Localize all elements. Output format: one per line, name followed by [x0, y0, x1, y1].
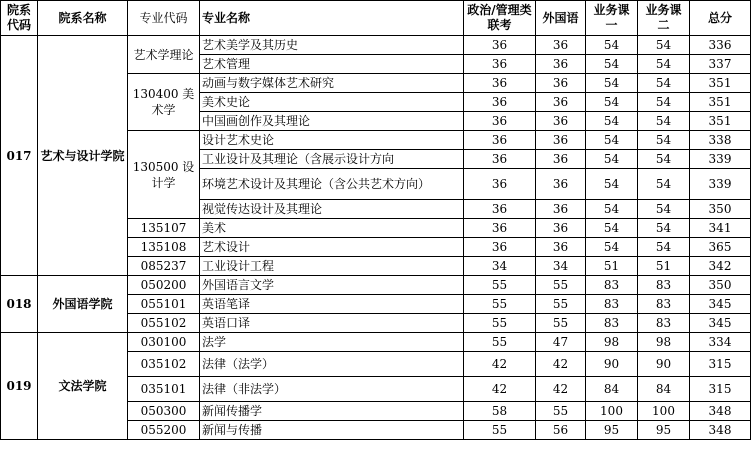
politics-cell: 36	[464, 219, 536, 238]
dept-name-cell: 文法学院	[38, 333, 128, 440]
major-code-cell: 130400 美术学	[128, 74, 200, 131]
politics-cell: 36	[464, 200, 536, 219]
course1-cell: 90	[586, 352, 638, 377]
major-code-cell: 130500 设计学	[128, 131, 200, 219]
header-dept-name: 院系名称	[38, 1, 128, 36]
foreign-cell: 36	[536, 112, 586, 131]
course2-cell: 95	[638, 421, 690, 440]
major-name-cell: 工业设计及其理论（含展示设计方向	[200, 150, 464, 169]
course1-cell: 83	[586, 295, 638, 314]
foreign-cell: 36	[536, 74, 586, 93]
total-cell: 341	[690, 219, 751, 238]
politics-cell: 42	[464, 352, 536, 377]
total-cell: 334	[690, 333, 751, 352]
course2-cell: 54	[638, 200, 690, 219]
course1-cell: 83	[586, 276, 638, 295]
major-name-cell: 英语口译	[200, 314, 464, 333]
politics-cell: 36	[464, 55, 536, 74]
course2-cell: 90	[638, 352, 690, 377]
table-row	[1, 333, 751, 352]
foreign-cell: 36	[536, 150, 586, 169]
total-cell: 350	[690, 200, 751, 219]
course2-cell: 83	[638, 276, 690, 295]
major-name-cell: 艺术美学及其历史	[200, 36, 464, 55]
dept-name-cell: 外国语学院	[38, 276, 128, 333]
major-name-cell: 视觉传达设计及其理论	[200, 200, 464, 219]
course2-cell: 54	[638, 169, 690, 200]
course2-cell: 51	[638, 257, 690, 276]
total-cell: 351	[690, 112, 751, 131]
total-cell: 345	[690, 314, 751, 333]
dept-code-cell: 019	[1, 333, 38, 440]
major-name-cell: 环境艺术设计及其理论（含公共艺术方向）	[200, 169, 464, 200]
total-cell: 336	[690, 36, 751, 55]
course2-cell: 84	[638, 377, 690, 402]
total-cell: 339	[690, 150, 751, 169]
course2-cell: 54	[638, 238, 690, 257]
course1-cell: 54	[586, 238, 638, 257]
major-name-cell: 美术史论	[200, 93, 464, 112]
politics-cell: 36	[464, 74, 536, 93]
header-course1: 业务课一	[586, 1, 638, 36]
politics-cell: 36	[464, 169, 536, 200]
total-cell: 339	[690, 169, 751, 200]
total-cell: 350	[690, 276, 751, 295]
total-cell: 337	[690, 55, 751, 74]
header-politics: 政治/管理类联考	[464, 1, 536, 36]
course1-cell: 54	[586, 150, 638, 169]
major-name-cell: 外国语言文学	[200, 276, 464, 295]
total-cell: 348	[690, 421, 751, 440]
politics-cell: 42	[464, 377, 536, 402]
major-name-cell: 动画与数字媒体艺术研究	[200, 74, 464, 93]
major-code-cell: 135108	[128, 238, 200, 257]
foreign-cell: 36	[536, 219, 586, 238]
major-name-cell: 中国画创作及其理论	[200, 112, 464, 131]
politics-cell: 36	[464, 238, 536, 257]
politics-cell: 58	[464, 402, 536, 421]
course1-cell: 54	[586, 74, 638, 93]
foreign-cell: 36	[536, 131, 586, 150]
foreign-cell: 55	[536, 402, 586, 421]
major-name-cell: 新闻传播学	[200, 402, 464, 421]
course1-cell: 54	[586, 36, 638, 55]
major-code-cell: 035101	[128, 377, 200, 402]
course1-cell: 84	[586, 377, 638, 402]
major-code-cell: 055200	[128, 421, 200, 440]
course2-cell: 54	[638, 36, 690, 55]
course2-cell: 54	[638, 131, 690, 150]
major-code-cell: 085237	[128, 257, 200, 276]
foreign-cell: 36	[536, 36, 586, 55]
table-row	[1, 276, 751, 295]
course1-cell: 54	[586, 55, 638, 74]
course1-cell: 54	[586, 200, 638, 219]
course2-cell: 54	[638, 74, 690, 93]
politics-cell: 55	[464, 333, 536, 352]
major-name-cell: 法律（法学）	[200, 352, 464, 377]
major-name-cell: 英语笔译	[200, 295, 464, 314]
header-dept-code: 院系代码	[1, 1, 38, 36]
course1-cell: 51	[586, 257, 638, 276]
total-cell: 342	[690, 257, 751, 276]
course2-cell: 54	[638, 93, 690, 112]
course1-cell: 54	[586, 219, 638, 238]
header-course2: 业务课二	[638, 1, 690, 36]
total-cell: 365	[690, 238, 751, 257]
foreign-cell: 42	[536, 352, 586, 377]
major-code-cell: 050200	[128, 276, 200, 295]
major-code-cell: 055101	[128, 295, 200, 314]
foreign-cell: 56	[536, 421, 586, 440]
major-code-cell: 055102	[128, 314, 200, 333]
foreign-cell: 34	[536, 257, 586, 276]
major-code-cell: 135107	[128, 219, 200, 238]
politics-cell: 36	[464, 112, 536, 131]
politics-cell: 55	[464, 314, 536, 333]
course2-cell: 100	[638, 402, 690, 421]
course2-cell: 83	[638, 295, 690, 314]
course1-cell: 95	[586, 421, 638, 440]
course1-cell: 54	[586, 93, 638, 112]
foreign-cell: 47	[536, 333, 586, 352]
politics-cell: 36	[464, 150, 536, 169]
total-cell: 315	[690, 377, 751, 402]
course2-cell: 54	[638, 55, 690, 74]
header-row	[1, 1, 751, 36]
politics-cell: 36	[464, 131, 536, 150]
major-name-cell: 法学	[200, 333, 464, 352]
major-code-cell: 035102	[128, 352, 200, 377]
header-foreign: 外国语	[536, 1, 586, 36]
politics-cell: 55	[464, 295, 536, 314]
course2-cell: 54	[638, 150, 690, 169]
total-cell: 348	[690, 402, 751, 421]
major-name-cell: 美术	[200, 219, 464, 238]
major-code-cell: 艺术学理论	[128, 36, 200, 74]
politics-cell: 34	[464, 257, 536, 276]
major-name-cell: 法律（非法学）	[200, 377, 464, 402]
foreign-cell: 36	[536, 200, 586, 219]
course2-cell: 98	[638, 333, 690, 352]
course1-cell: 54	[586, 112, 638, 131]
total-cell: 351	[690, 93, 751, 112]
course2-cell: 54	[638, 219, 690, 238]
header-total: 总分	[690, 1, 751, 36]
foreign-cell: 42	[536, 377, 586, 402]
major-name-cell: 艺术设计	[200, 238, 464, 257]
foreign-cell: 55	[536, 314, 586, 333]
foreign-cell: 55	[536, 276, 586, 295]
course1-cell: 100	[586, 402, 638, 421]
foreign-cell: 36	[536, 169, 586, 200]
course1-cell: 98	[586, 333, 638, 352]
dept-name-cell: 艺术与设计学院	[38, 36, 128, 276]
total-cell: 345	[690, 295, 751, 314]
foreign-cell: 36	[536, 238, 586, 257]
course1-cell: 83	[586, 314, 638, 333]
dept-code-cell: 017	[1, 36, 38, 276]
course2-cell: 54	[638, 112, 690, 131]
header-major-name: 专业名称	[200, 1, 464, 36]
foreign-cell: 36	[536, 93, 586, 112]
major-name-cell: 艺术管理	[200, 55, 464, 74]
total-cell: 338	[690, 131, 751, 150]
politics-cell: 36	[464, 93, 536, 112]
course2-cell: 83	[638, 314, 690, 333]
foreign-cell: 55	[536, 295, 586, 314]
total-cell: 315	[690, 352, 751, 377]
politics-cell: 36	[464, 36, 536, 55]
major-code-cell: 050300	[128, 402, 200, 421]
major-code-cell: 030100	[128, 333, 200, 352]
politics-cell: 55	[464, 276, 536, 295]
foreign-cell: 36	[536, 55, 586, 74]
total-cell: 351	[690, 74, 751, 93]
course1-cell: 54	[586, 131, 638, 150]
dept-code-cell: 018	[1, 276, 38, 333]
major-name-cell: 工业设计工程	[200, 257, 464, 276]
table-row	[1, 36, 751, 55]
politics-cell: 55	[464, 421, 536, 440]
major-name-cell: 设计艺术史论	[200, 131, 464, 150]
major-name-cell: 新闻与传播	[200, 421, 464, 440]
course1-cell: 54	[586, 169, 638, 200]
header-major-code: 专业代码	[128, 1, 200, 36]
